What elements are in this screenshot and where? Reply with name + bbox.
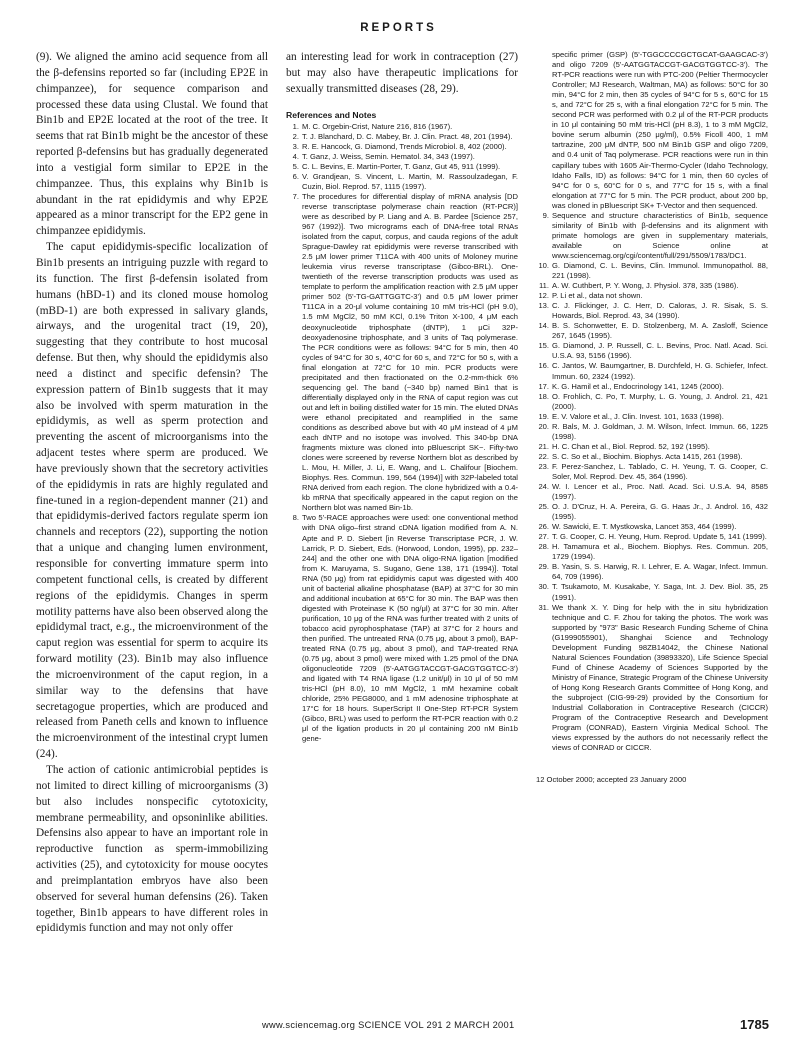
footer-journal-info: www.sciencemag.org SCIENCE VOL 291 2 MARCH 2001: [262, 1020, 515, 1030]
reference-text: T. Tsukamoto, M. Kusakabe, Y. Saga, Int. J. Dev. Biol. 35, 25 (1991).: [552, 582, 768, 602]
reference-number: 7.: [292, 191, 299, 201]
reference-text: O. J. D'Cruz, H. A. Pereira, G. G. Haas Jr., J. Androl. 16, 432 (1995).: [552, 502, 768, 522]
page-number: 1785: [740, 1017, 769, 1032]
reference-number: 3.: [292, 141, 299, 151]
reference-number: 4.: [292, 151, 299, 161]
reference-text: O. Frohlich, C. Po, T. Murphy, L. G. Young, J. Androl. 21, 421 (2000).: [552, 391, 768, 411]
reference-item: [536, 442, 768, 452]
reference-number: 16.: [538, 361, 549, 371]
page-footer: [0, 1017, 797, 1040]
reference-item: [536, 301, 768, 321]
reference-text: A. W. Cuthbert, P. Y. Wong, J. Physiol. 378, 335 (1986).: [552, 281, 739, 291]
reference-item: [536, 261, 768, 281]
reference-item: [536, 482, 768, 502]
reference-text: S. C. So et al., Biochim. Biophys. Acta 1415, 261 (1998).: [552, 451, 743, 461]
reference-text: K. G. Hamil et al., Endocrinology 141, 1245 (2000).: [552, 381, 724, 391]
reference-text: W. Sawicki, E. T. Mystkowska, Lancet 353, 464 (1999).: [552, 522, 737, 532]
reference-item: [536, 281, 768, 291]
body-column-2: [286, 50, 518, 1005]
reference-number: 17.: [538, 381, 549, 391]
reference-item: [536, 382, 768, 392]
body-column-1: [36, 50, 268, 1005]
reference-item: [536, 562, 768, 582]
reference-item: [536, 341, 768, 361]
reference-number: 9.: [542, 210, 549, 220]
reference-item: [286, 192, 518, 514]
reference-text: G. Diamond, J. P. Russell, C. L. Bevins, Proc. Natl. Acad. Sci. U.S.A. 93, 5156 (1996).: [552, 341, 768, 361]
reference-number: 10.: [538, 260, 549, 270]
reference-text: E. V. Valore et al., J. Clin. Invest. 101, 1633 (1998).: [552, 411, 724, 421]
reference-list: [536, 211, 768, 754]
reference-number: 19.: [538, 411, 549, 421]
reference-item: [286, 162, 518, 172]
received-accepted-dates: 12 October 2000; accepted 23 January 2000: [536, 775, 687, 785]
reference-text: The procedures for differential display of mRNA analysis [DD reverse transcriptase polymerase chain reaction (RT-PCR)] were as described by P. Liang and A. B. Pardee [Science 257, 967 (1992)]. Two micrograms each of DNA-free total RNAs isolated from the caput, corpus, and cauda regions of the adult Sprague-Dawley rat epididymis were reverse transcribed with 2.5 μM lower primer T11CA with 400 units of Moloney murine leukemia virus reverse transcriptase (Gibco-BRL). One-twentieth of the reverse transcription products was used as template to perform the amplification reaction with 2.5 μM upper primer 502 (5'-TG-GATTGGTC-3') and 0.5 μM lower primer T11CA in a 20-μl volume containing 10 mM tris-HCl (pH 9.0), 1.5 mM MgCl2, 50 mM KCl, 0.1% Triton X-100, 4 μM each deoxynucleotide triphosphate (dNTP), 1 μCi 32P-deoxyadenosine triphosphate, and 3 units of Taq polymerase. The PCR conditions were as follows: 94°C for 5 min, then 40 cycles of 94°C for 30 s, 40°C for 60 s, and 72°C for 50 s, with a final elongation at 72°C for 10 min. PCR products were precipitated and then fractionated on the 0.2-mm-thick 6% sequencing gel. The band (~340 bp) named Bin1 that is differentially displayed only in the RNA of caput region was cut out and left in boiling distilled water for 15 min. The eluted DNAs were ethanol precipitated and reamplified in the same conditions as described above but with 40 μM instead of 4 μM each dNTP and no isotope was involved. This 340-bp DNA fragments mixture was cloned into pBluescript SK−. Fifty-two clones were screened by reverse Northern blot as described by L. Mou, H. Miller, J. Li, E. Wang, and L. Chalifour [Biochem. Biophys. Res. Commun. 199, 564 (1994)] with 32P-labeled total RNA derived from each region. The clone hybridized with a 0.4-kb mRNA that specifically appeared in the caput region on the Northern blot was named Bin-1b.: [302, 191, 518, 513]
reference-text: H. C. Chan et al., Biol. Reprod. 52, 192 (1995).: [552, 441, 710, 451]
reference-item: [286, 122, 518, 132]
reference-item: [286, 142, 518, 152]
reference-text: B. S. Schonwetter, E. D. Stolzenberg, M. A. Zasloff, Science 267, 1645 (1995).: [552, 321, 768, 341]
reference-number: 25.: [538, 502, 549, 512]
reference-item: [536, 532, 768, 542]
reference-text: We thank X. Y. Ding for help with the in situ hybridization technique and C. F. Zhou for taking the photos. The work was supported by "973" Basic Research Funding Scheme of China (G1999055901), Shanghai Science and Technology Development Funding 98ZB14042, the Chinese National Natural Sciences Foundation (39893320), Life Science Special Fund of Chinese Academy of Sciences Supported by the Ministry of Finance, Strategic Program of the Chinese University of Hong Kong Research Grants Committee of Hong Kong, and the subproject (CIG-99-29) provided by the Consortium for Industrial Collaboration in Contraceptive Research (CICCR) Program of the Contraceptive Research and Development Program (CONRAD), Eastern Virginia Medical School. The views expressed by the authors do not necessarily reflect the views of CONRAD or CICCR.: [552, 602, 768, 753]
reference-item: [536, 422, 768, 442]
reference-item: [286, 152, 518, 162]
reference-number: 22.: [538, 451, 549, 461]
reference-number: 5.: [292, 161, 299, 171]
reference-number: 21.: [538, 441, 549, 451]
reference-item: [286, 513, 518, 744]
reference-text: T. Ganz, J. Weiss, Semin. Hematol. 34, 343 (1997).: [302, 151, 475, 161]
reference-number: 8.: [292, 513, 299, 523]
reference-text: M. C. Orgebin-Crist, Nature 216, 816 (1967).: [302, 121, 453, 131]
reference-text: T. J. Blanchard, D. C. Mabey, Br. J. Clin. Pract. 48, 201 (1994).: [302, 131, 513, 141]
reference-number: 12.: [538, 291, 549, 301]
reference-item: [536, 392, 768, 412]
reference-number: 28.: [538, 542, 549, 552]
reference-item: [536, 542, 768, 562]
reference-text: C. J. Flickinger, J. C. Herr, D. Caloras, J. R. Sisak, S. S. Howards, Biol. Reprod. 43, 34 (1990).: [552, 301, 768, 321]
reference-number: 1.: [292, 121, 299, 131]
reference-item: [536, 522, 768, 532]
reference-item: [536, 321, 768, 341]
reference-item: [536, 582, 768, 602]
body-paragraph: an interesting lead for work in contraception (27) but may also have therapeutic implications for sexually transmitted diseases (28, 29).: [286, 51, 518, 95]
references-heading: References and Notes: [286, 109, 377, 120]
reference-number: 2.: [292, 131, 299, 141]
reference-item: [536, 452, 768, 462]
body-paragraph: The action of cationic antimicrobial peptides is not limited to direct killing of microorganisms (3) but also includes nonspecific cytotoxicity, membrane permeability, and opsoninlike abilities. Defensins also appear to have an important role in reproductive function as sperm-immobilizing activities (25), and cytotoxicity for mouse oocytes and preimplantation embryos have also been observed for several human defensins (26). Taken together, Bin1b appears to have different roles in epididymis function and may not only offer: [36, 763, 268, 935]
reference-text: T. G. Cooper, C. H. Yeung, Hum. Reprod. Update 5, 141 (1999).: [552, 532, 767, 542]
reference-text: Sequence and structure characteristics of Bin1b, sequence similarity of Bin1b with β-defensins and its alignment with primate homologs are given in supplementary materials, available on Science online at www.sciencemag.org/cgi/content/full/291/5509/1783/DC1.: [552, 210, 768, 260]
reference-item: [536, 211, 768, 261]
reference-number: 31.: [538, 602, 549, 612]
reference-item: [536, 361, 768, 381]
reference-list: [286, 122, 518, 745]
reference-number: 11.: [539, 281, 549, 291]
body-column-3: [536, 50, 768, 1005]
reference-text: W. I. Lencer et al., Proc. Natl. Acad. Sci. U.S.A. 94, 8585 (1997).: [552, 482, 768, 502]
reference-item: [536, 603, 768, 754]
reference-text: V. Grandjean, S. Vincent, L. Martin, M. Rassoulzadegan, F. Cuzin, Biol. Reprod. 57, 1115 (1997).: [302, 171, 518, 191]
reference-text: G. Diamond, C. L. Bevins, Clin. Immunol. Immunopathol. 88, 221 (1998).: [552, 260, 768, 281]
reference-number: 20.: [538, 421, 549, 431]
section-header: REPORTS: [360, 22, 437, 34]
reference-text: Two 5'-RACE approaches were used: one conventional method with DNA oligo–first strand cDNA ligation modified from A. N. Apte and P. D. Siebert [in Reverse Transcriptase PCR, J. W. Larrick, P. D. Siebert, Eds. (Horwood, London, 1995), pp. 232–244] and the other one with DNA oligo-RNA ligation [modified from K. Maruyama, S. Sugano, Gene 138, 171 (1994)]. Total RNA (50 μg) from rat epididymis caput was digested with 400 unit of bacterial alkaline phosphatase (BAP) at 37°C for 30 min and additional incubation at 65°C for 30 min. The BAP was then digested with Proteinase K (50 ng/μl) at 37°C for 30 min. After purification, 10 μg of the RNA was further treated with 2 units of tobacco acid pyrophosphatase (TAP) at 37°C for 2 hours and then purified. The untreated RNA (0.75 μg, about 3 pmol), BAP-treated RNA (0.75 μg, about 3 pmol), and TAP-treated RNA (0.75 μg, about 3 pmol) were mixed with 1.25 pmol of the DNA oligonucleotide 7209 (5'-AATGGTACCGT-GACGTGGTCC-3') and ligated with T4 RNA ligase (1.2 unit/μl) in 10 μl of 50 mM tris-HCl (pH 8.0), 10 mM MgCl2, 1 mM hexamine cobalt chloride, 25% PEG8000, and 1 mM adenosine triphosphate at 17°C for 18 hours. SuperScript II One-Step RT-PCR System (Gibco, BRL) was used to perform the RT-PCR reaction with 0.2 μl of the ligation products in 20 μl containing 200 nM Bin1b gene-: [302, 513, 518, 744]
reference-continuation: specific primer (GSP) (5'-TGGCCCCGCTGCAT-GAAGCAC-3') and oligo 7209 (5'-AATGGTACCGT-GACGTGGTCC-3'). The RT-PCR reactions were run with PTC-200 (Peltier Thermocycler Controller; MJ Research, Waltman, MA) as follows: 50°C for 30 min, 94°C for 2 min, then 35 cycles of 94°C for 5 s, 60°C for 15 s, and 72°C for 25 s, with a final elongation 72°C for 5 min. The second PCR was performed with 0.2 μl of the RT-PCR products in 10 μl containing 50 mM tris-HCl (pH 8.3), 1 to 3 mM MgCl2, bovine serum albumin (250 μg/ml), 0.5% Ficoll 400, 1 mM tartrazine, 200 μM dNTP, 500 nM Bin1b GSP and oligo 7209, and 0.4 unit of Taq polymerase. PCR reactions were run in thin capillary tubes with 1605 Air-Thermo-Cycler (Idaho Technology, Idaho Falls, ID) as follows: 94°C for 1 min, then 60 cycles of 94°C for 0 s, 60°C for 0 s, and 77°C for 15 s, with a final elongation at 77°C for 5 min. The PCR product, about 200 bp, was cloned in pBluescript SK+ T-Vector and then sequenced.: [552, 50, 768, 210]
reference-number: 30.: [538, 582, 549, 592]
reference-number: 26.: [538, 522, 549, 532]
reference-number: 6.: [292, 171, 299, 181]
reference-number: 18.: [538, 391, 549, 401]
reference-item: [536, 502, 768, 522]
reference-number: 13.: [538, 301, 549, 311]
reference-text: R. Bals, M. J. Goldman, J. M. Wilson, Infect. Immun. 66, 1225 (1998).: [552, 421, 768, 441]
reference-number: 24.: [538, 482, 549, 492]
reference-text: P. Li et al., data not shown.: [552, 291, 643, 301]
reference-number: 29.: [538, 562, 549, 572]
reference-number: 14.: [538, 321, 549, 331]
reference-text: C. Jantos, W. Baumgartner, B. Durchfeld, H. G. Schiefer, Infect. Immun. 60, 2324 (1992).: [552, 361, 768, 381]
reference-text: B. Yasin, S. S. Harwig, R. I. Lehrer, E. A. Wagar, Infect. Immun. 64, 709 (1996).: [552, 562, 768, 582]
reference-item: [536, 462, 768, 482]
reference-number: 15.: [538, 341, 549, 351]
reference-text: C. L. Bevins, E. Martin-Porter, T. Ganz, Gut 45, 911 (1999).: [302, 161, 501, 171]
reference-item: [286, 132, 518, 142]
reference-item: [286, 172, 518, 192]
body-paragraph: The caput epididymis-specific localization of Bin1b presents an intriguing puzzle with regard to its function. The first β-defensin isolated from humans (hBD-1) and its cloned mouse homolog (mBD-1) are both expressed in salivary glands, airways, and the urogenital tract (19, 20), suggesting that they contribute to host mucosal defense. But then, why should the epididymis also need a distinct and specific defensin? The expression pattern of Bin1b suggests that it may also be involved with sperm maturation in the epididymis, as well as sperm protection and preventing the ascent of microorganisms into the adjacent testes where sperm are produced. We have previously shown that the secretory activities of the epididymis in rats are highly regulated and fine-tuned in a region-dependent manner (21) and that epididymis-derived factors regulate sperm ion channels and receptors (22), supporting the notion that a unique and changing lumen environment, responsible for converting immature sperm into competent functional cells, is created by different regions of the epididymis. Changes in sperm motility patterns have also been observed along the epididymal tract, e.g., the microenvironment of the caput region was essential for sperm to acquire its forward motility (23). Bin1b may also influence the microenvironment of the caput region, in a similar way to the defensins that have secretagogue properties, which are produced and released from Paneth cells and known to influence the microenvironment of the intestinal crypt lumen (24).: [36, 241, 268, 761]
reference-item: [536, 291, 768, 301]
reference-text: H. Tamamura et al., Biochem. Biophys. Res. Commun. 205, 1729 (1994).: [552, 542, 768, 562]
reference-item: [536, 412, 768, 422]
reference-number: 27.: [538, 532, 549, 542]
body-paragraph: (9). We aligned the amino acid sequence from all the β-defensins reported so far (including EP2E in chimpanzee), for sequence comparison and processed these data using Clustal. We found that Bin1b and EP2E located at the root of the tree. It seems that rat Bin1b might be the ancestor of these reported β-defensins but has gradually degenerated into a vestigial form similar to EP2E in the chimpanzee. Thus, this explains why Bin1b is abundant in the rat epididymis and why EP2E appeared as a minor transcript for the EP2 gene in chimpanzee epididymis.: [36, 51, 268, 238]
reference-text: R. E. Hancock, G. Diamond, Trends Microbiol. 8, 402 (2000).: [302, 141, 507, 151]
reference-text: F. Perez-Sanchez, L. Tablado, C. H. Yeung, T. G. Cooper, C. Soler, Mol. Reprod. Dev. 45, 364 (1996).: [552, 461, 768, 481]
reference-number: 23.: [538, 461, 549, 471]
